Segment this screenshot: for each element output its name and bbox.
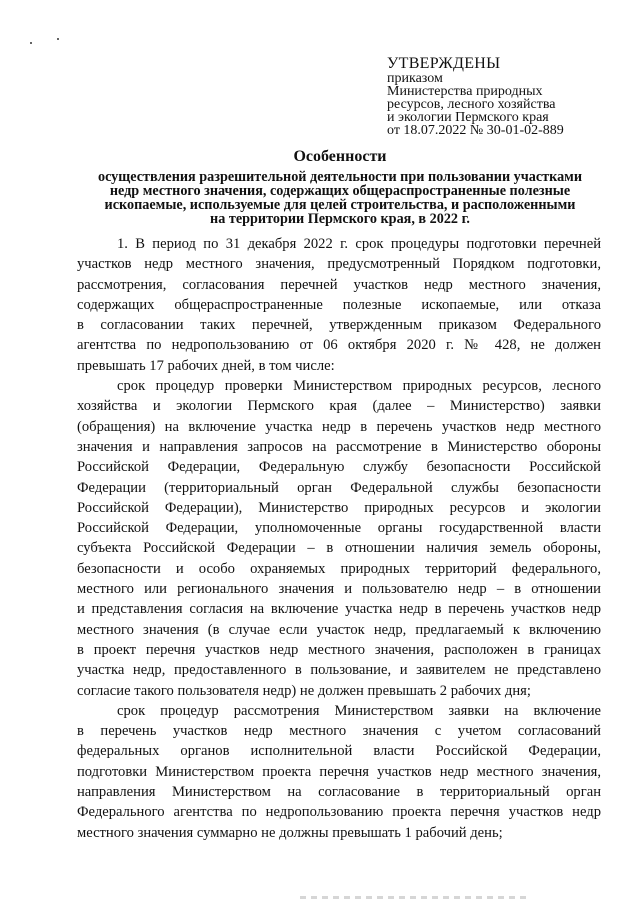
paragraph-line: местного значения суммарно не должны превышать 1 рабочий день; xyxy=(77,824,503,841)
paragraph-line: местного значения (в случае если участок недр, предлагаемый к включению xyxy=(77,621,601,638)
approval-line: и экологии Пермского края xyxy=(387,110,549,125)
title-line: на территории Пермского края, в 2022 г. xyxy=(210,211,470,227)
title-line: ископаемые, используемые для целей строительства, и расположенными xyxy=(104,197,576,213)
paragraph-line: значения и направления запросов на рассмотрение в Министерство обороны xyxy=(77,438,601,455)
paragraph-line: хозяйства и экологии Пермского края (далее – Министерство) заявки xyxy=(77,398,601,415)
paragraph-line: 1. В период по 31 декабря 2022 г. срок процедуры подготовки перечней xyxy=(117,236,601,252)
paragraph-line: в согласовании таких перечней, утвержденным приказом Федерального xyxy=(77,317,601,334)
paragraph-line: Российской Федерации, Федеральную службу безопасности Российской xyxy=(77,459,601,476)
title-main: Особенности xyxy=(293,148,387,165)
paragraph-line: Федерального агентства по недропользованию проекта перечня участков недр xyxy=(77,804,601,821)
paragraph-line: Федерации (территориальный орган Федеральной службы безопасности xyxy=(77,479,601,496)
document-body xyxy=(77,234,601,843)
approval-block xyxy=(387,56,627,137)
paragraph-line: в перечень участков недр местного значения с учетом согласований xyxy=(77,723,601,740)
scan-speck xyxy=(30,42,32,44)
paragraph-line: агентства по недропользованию от 06 октября 2020 г. № 428, не должен xyxy=(77,337,601,354)
scan-speck xyxy=(57,38,59,40)
paragraph-line: рассмотрения, согласования перечней участков недр местного значения, xyxy=(77,276,601,293)
paragraph-line: срок процедур проверки Министерством природных ресурсов, лесного xyxy=(117,378,601,395)
paragraph-line: согласие такого пользователя недр) не должен превышать 2 рабочих дня; xyxy=(77,682,531,699)
title-line: недр местного значения, содержащих общераспространенные полезные xyxy=(109,183,571,199)
paragraph-line: в проект перечня участков недр местного значения, расположен в границах xyxy=(77,641,601,658)
paragraph-line: срок процедур рассмотрения Министерством заявки на включение xyxy=(117,702,601,719)
paragraph-line: превышать 17 рабочих дней, в том числе: xyxy=(77,357,335,374)
paragraph-line: содержащих общераспространенные полезные ископаемые, или отказа xyxy=(77,296,601,313)
paragraph-line: субъекта Российской Федерации – в отношении наличия земель обороны, xyxy=(77,540,601,557)
paragraph-line: участков недр местного значения, предусмотренный Порядком подготовки, xyxy=(77,256,601,273)
body-paragraph xyxy=(77,376,601,701)
paragraph-line: безопасности и особо охраняемых природных территорий федерального, xyxy=(77,560,601,577)
paragraph-line: (обращения) на включение участка недр в перечень участков недр местного xyxy=(77,418,601,435)
paragraph-line: подготовки Министерством проекта перечня участков недр местного значения, xyxy=(77,763,601,780)
approval-line: ресурсов, лесного хозяйства xyxy=(387,97,556,112)
paragraph-line: Российской Федерации), Министерство природных ресурсов и экологии xyxy=(77,499,601,516)
paragraph-line: и представления согласия на включение участка недр в перечень участков недр xyxy=(77,601,601,618)
approval-line: Министерства природных xyxy=(387,84,543,99)
paragraph-line: местного или регионального значения и пользователю недр – в отношении xyxy=(77,581,601,598)
scan-footer-smudge xyxy=(300,896,530,899)
document-title xyxy=(50,148,630,226)
body-paragraph xyxy=(77,701,601,843)
approval-heading: УТВЕРЖДЕНЫ xyxy=(387,55,501,72)
title-subtitle xyxy=(50,170,630,226)
paragraph-line: Российской Федерации, уполномоченные органы государственной власти xyxy=(77,520,601,537)
paragraph-line: федеральных органов исполнительной власти Российской Федерации, xyxy=(77,743,601,760)
paragraph-line: направления Министерством на согласование в территориальный орган xyxy=(77,784,601,801)
title-line: осуществления разрешительной деятельности при пользовании участками xyxy=(97,169,583,185)
approval-line: от 18.07.2022 № 30-01-02-889 xyxy=(387,123,564,138)
approval-line: приказом xyxy=(387,71,443,86)
paragraph-line: участка недр, предоставленного в пользование, и заявителем не представлено xyxy=(77,662,601,679)
body-paragraph xyxy=(77,234,601,376)
